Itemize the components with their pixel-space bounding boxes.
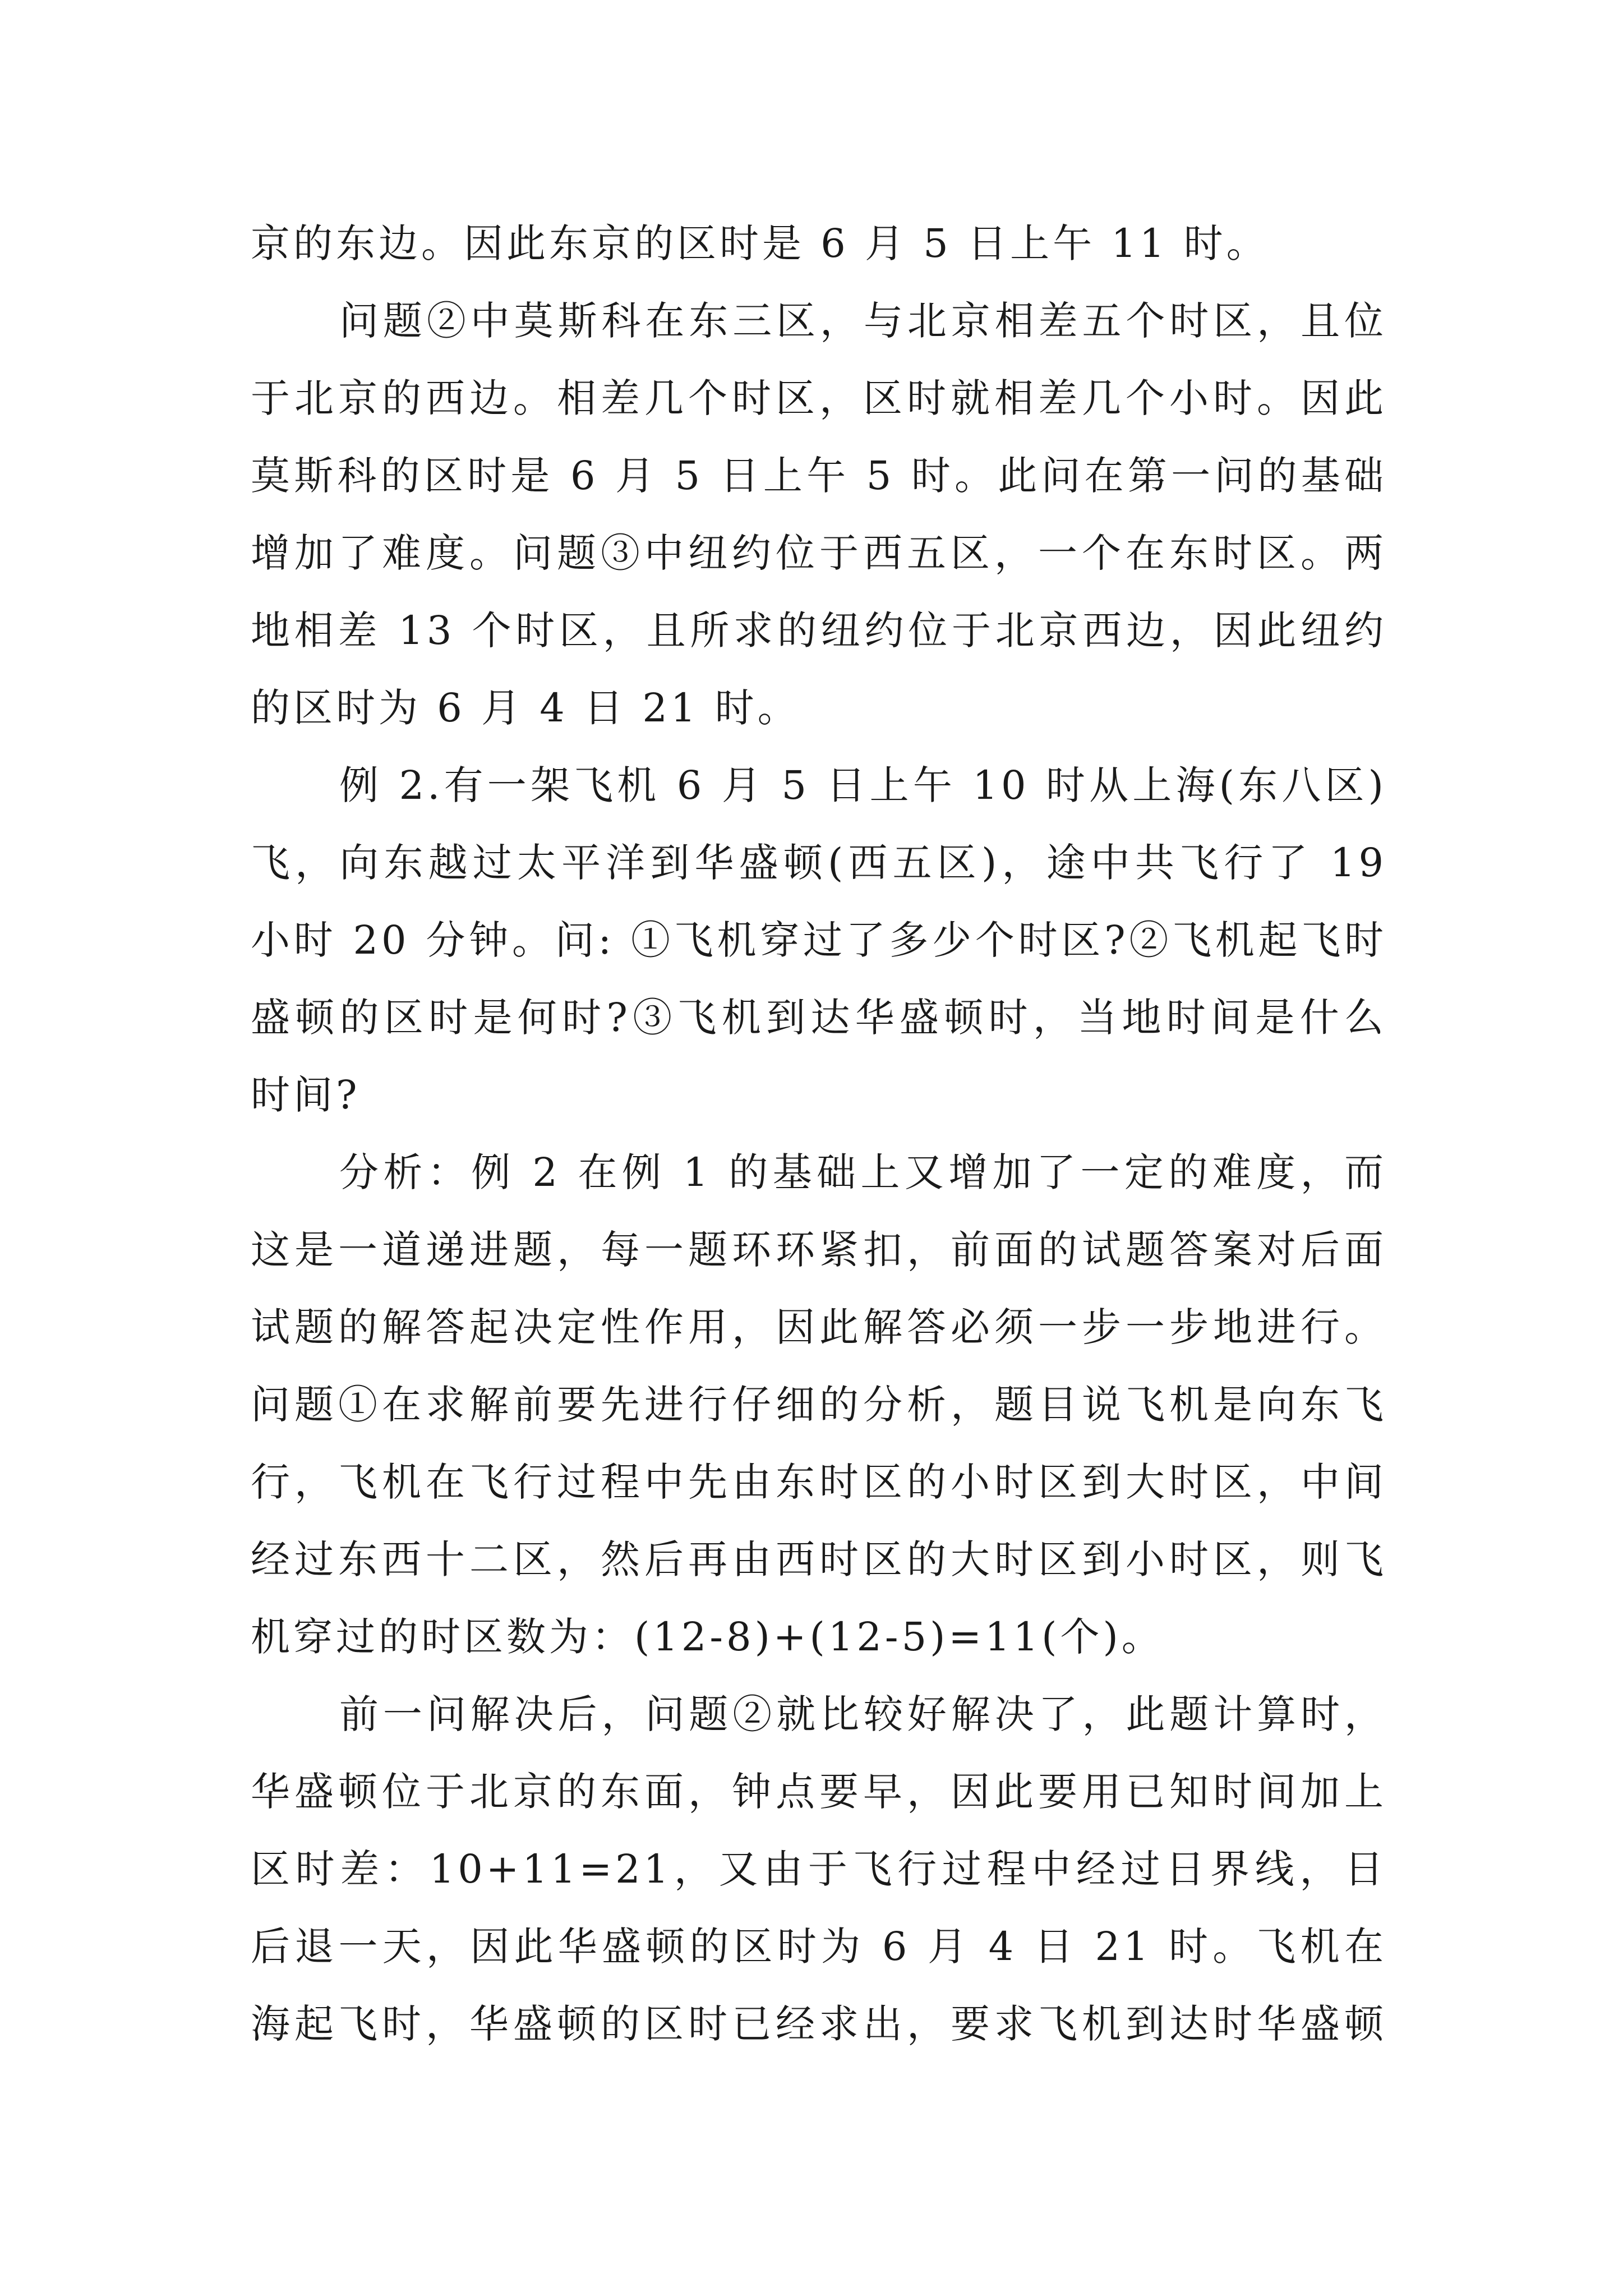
text-line: 试题的解答起决定性作用，因此解答必须一步一步地进行。: [251, 1304, 1387, 1350]
text-line: 地相差 13 个时区，且所求的纽约位于北京西边，因此纽约: [251, 608, 1387, 654]
text-line: 机穿过的时区数为：(12-8)+(12-5)=11(个)。: [251, 1614, 1164, 1660]
text-line: 经过东西十二区，然后再由西时区的大时区到小时区，则飞: [251, 1536, 1387, 1582]
text-line: 行，飞机在飞行过程中先由东时区的小时区到大时区，中间: [251, 1459, 1387, 1505]
text-line: 于北京的西边。相差几个时区，区时就相差几个小时。因此: [251, 375, 1387, 421]
text-line: 问题②中莫斯科在东三区，与北京相差五个时区，且位: [339, 298, 1387, 344]
text-line: 后退一天，因此华盛顿的区时为 6 月 4 日 21 时。飞机在: [251, 1924, 1387, 1970]
text-line: 华盛顿位于北京的东面，钟点要早，因此要用已知时间加上: [251, 1769, 1387, 1815]
text-line: 时间?: [251, 1072, 361, 1118]
body-text: [251, 205, 1387, 2063]
text-line: 前一问解决后，问题②就比较好解决了，此题计算时，: [339, 1691, 1387, 1737]
text-line: 海起飞时，华盛顿的区时已经求出，要求飞机到达时华盛顿: [251, 2001, 1387, 2047]
text-line: 增加了难度。问题③中纽约位于西五区，一个在东时区。两: [251, 530, 1387, 576]
paragraph: [251, 747, 1387, 1134]
text-line: 的区时为 6 月 4 日 21 时。: [251, 685, 800, 731]
text-line: 这是一道递进题，每一题环环紧扣，前面的试题答案对后面: [251, 1227, 1387, 1273]
text-line: 例 2.有一架飞机 6 月 5 日上午 10 时从上海(东八区): [339, 762, 1387, 808]
paragraph: [251, 205, 1387, 282]
paragraph: [251, 1134, 1387, 1676]
text-line: 问题①在求解前要先进行仔细的分析，题目说飞机是向东飞: [251, 1382, 1387, 1428]
text-line: 飞，向东越过太平洋到华盛顿(西五区)，途中共飞行了 19: [251, 840, 1387, 886]
text-line: 京的东边。因此东京的区时是 6 月 5 日上午 11 时。: [251, 220, 1269, 266]
text-line: 小时 20 分钟。问: ①飞机穿过了多少个时区?②飞机起飞时: [251, 917, 1387, 963]
text-line: 分析：例 2 在例 1 的基础上又增加了一定的难度，而: [339, 1149, 1387, 1195]
paragraph: [251, 282, 1387, 747]
paragraph: [251, 1676, 1387, 2063]
text-line: 盛顿的区时是何时?③飞机到达华盛顿时，当地时间是什么: [251, 995, 1387, 1041]
text-line: 区时差：10+11=21，又由于飞行过程中经过日界线，日: [251, 1846, 1387, 1892]
text-line: 莫斯科的区时是 6 月 5 日上午 5 时。此问在第一问的基础: [251, 453, 1387, 499]
